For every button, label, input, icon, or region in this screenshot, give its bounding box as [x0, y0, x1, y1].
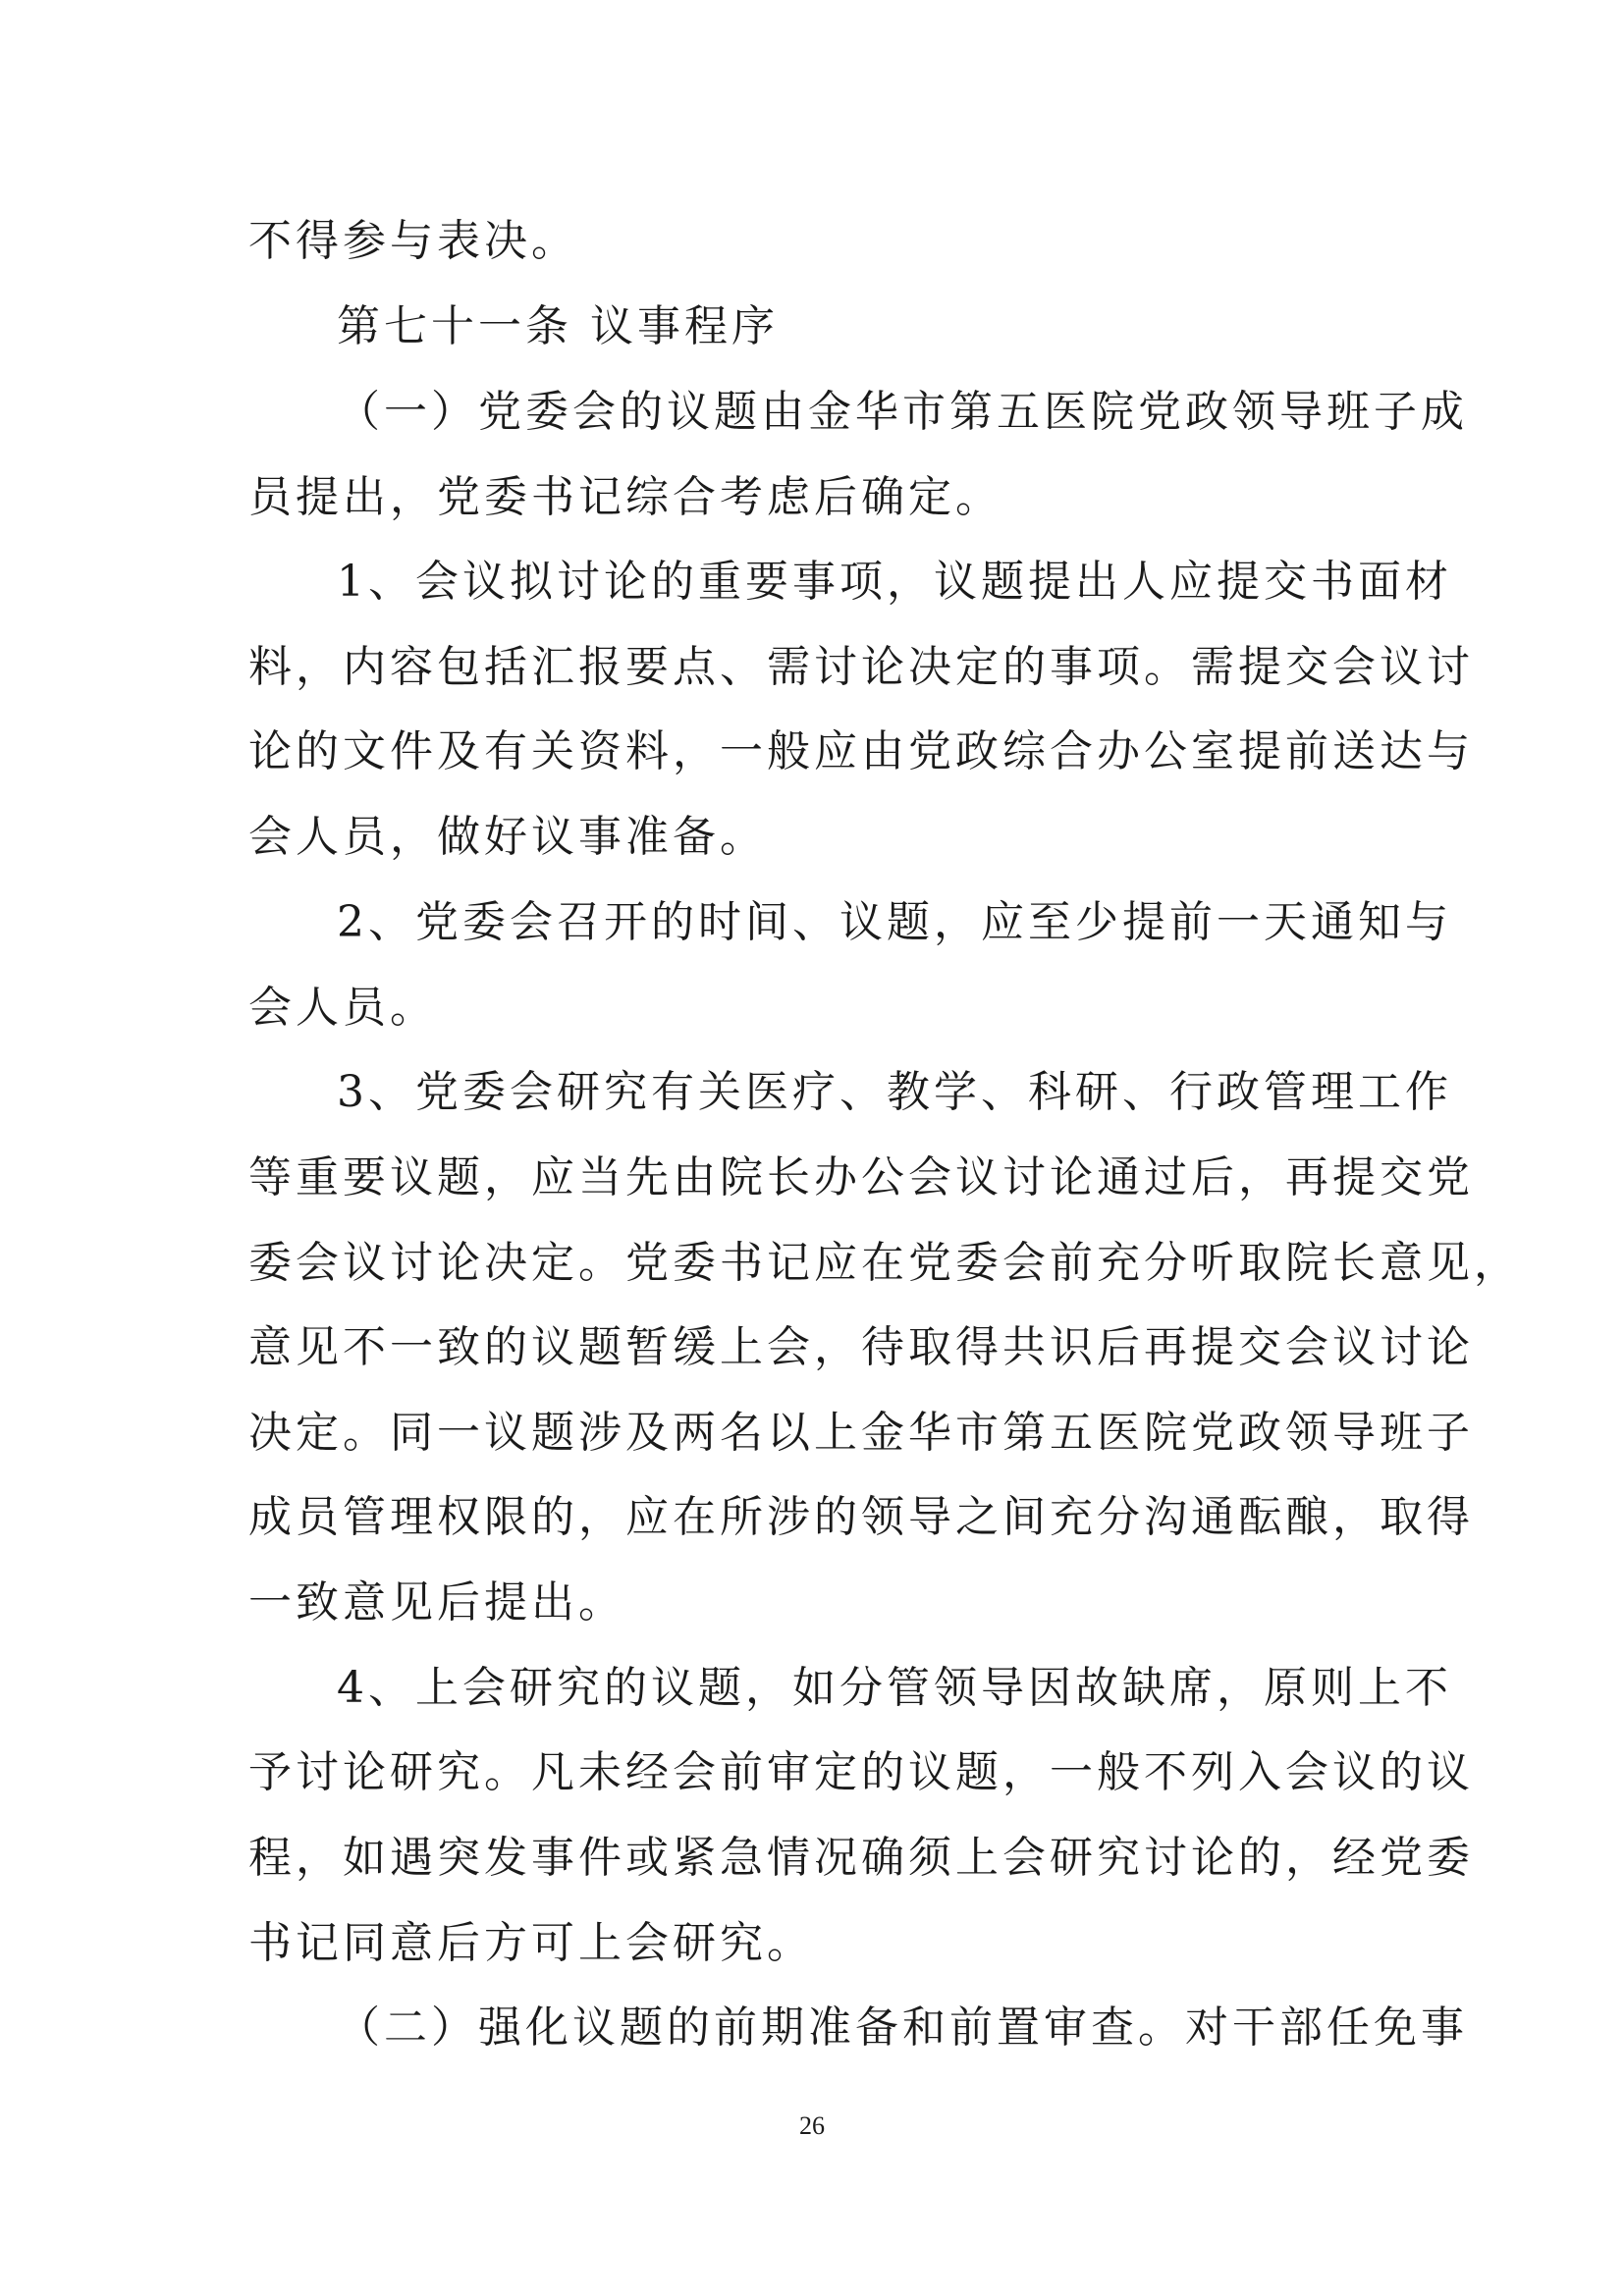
text-line-12: 等重要议题，应当先由院长办公会议讨论通过后，再提交党	[248, 1152, 1474, 1202]
text-line-10: 会人员。	[248, 983, 437, 1033]
text-line-20: 程，如遇突发事件或紧急情况确须上会研究讨论的，经党委	[248, 1833, 1474, 1883]
text-line-15: 决定。同一议题涉及两名以上金华市第五医院党政领导班子	[248, 1408, 1474, 1458]
text-line-17: 一致意见后提出。	[248, 1577, 625, 1628]
text-line-16: 成员管理权限的，应在所涉的领导之间充分沟通酝酿，取得	[248, 1492, 1474, 1542]
article-heading: 第七十一条 议事程序	[337, 301, 779, 351]
text-line-3: （一）党委会的议题由金华市第五医院党政领导班子成	[337, 387, 1468, 437]
text-line-14: 意见不一致的议题暂缓上会，待取得共识后再提交会议讨论	[248, 1322, 1474, 1372]
text-line-18: 4、上会研究的议题，如分管领导因故缺席，原则上不	[337, 1663, 1452, 1713]
text-line-21: 书记同意后方可上会研究。	[248, 1918, 814, 1968]
text-line-7: 论的文件及有关资料，一般应由党政综合办公室提前送达与	[248, 726, 1474, 776]
text-line-11: 3、党委会研究有关医疗、教学、科研、行政管理工作	[337, 1067, 1452, 1117]
text-line-6: 料，内容包括汇报要点、需讨论决定的事项。需提交会议讨	[248, 642, 1474, 692]
text-line-19: 予讨论研究。凡未经会前审定的议题，一般不列入会议的议	[248, 1747, 1474, 1797]
text-line-22: （二）强化议题的前期准备和前置审查。对干部任免事	[337, 2002, 1468, 2053]
page-number: 26	[799, 2111, 825, 2140]
text-line-13: 委会议讨论决定。党委书记应在党委会前充分听取院长意见，	[248, 1238, 1521, 1288]
text-line-9: 2、党委会召开的时间、议题，应至少提前一天通知与	[337, 897, 1452, 947]
text-line-5: 1、会议拟讨论的重要事项，议题提出人应提交书面材	[337, 557, 1452, 607]
text-line-8: 会人员，做好议事准备。	[248, 812, 767, 862]
text-line-4: 员提出，党委书记综合考虑后确定。	[248, 472, 1002, 522]
text-line-1: 不得参与表决。	[248, 216, 578, 266]
